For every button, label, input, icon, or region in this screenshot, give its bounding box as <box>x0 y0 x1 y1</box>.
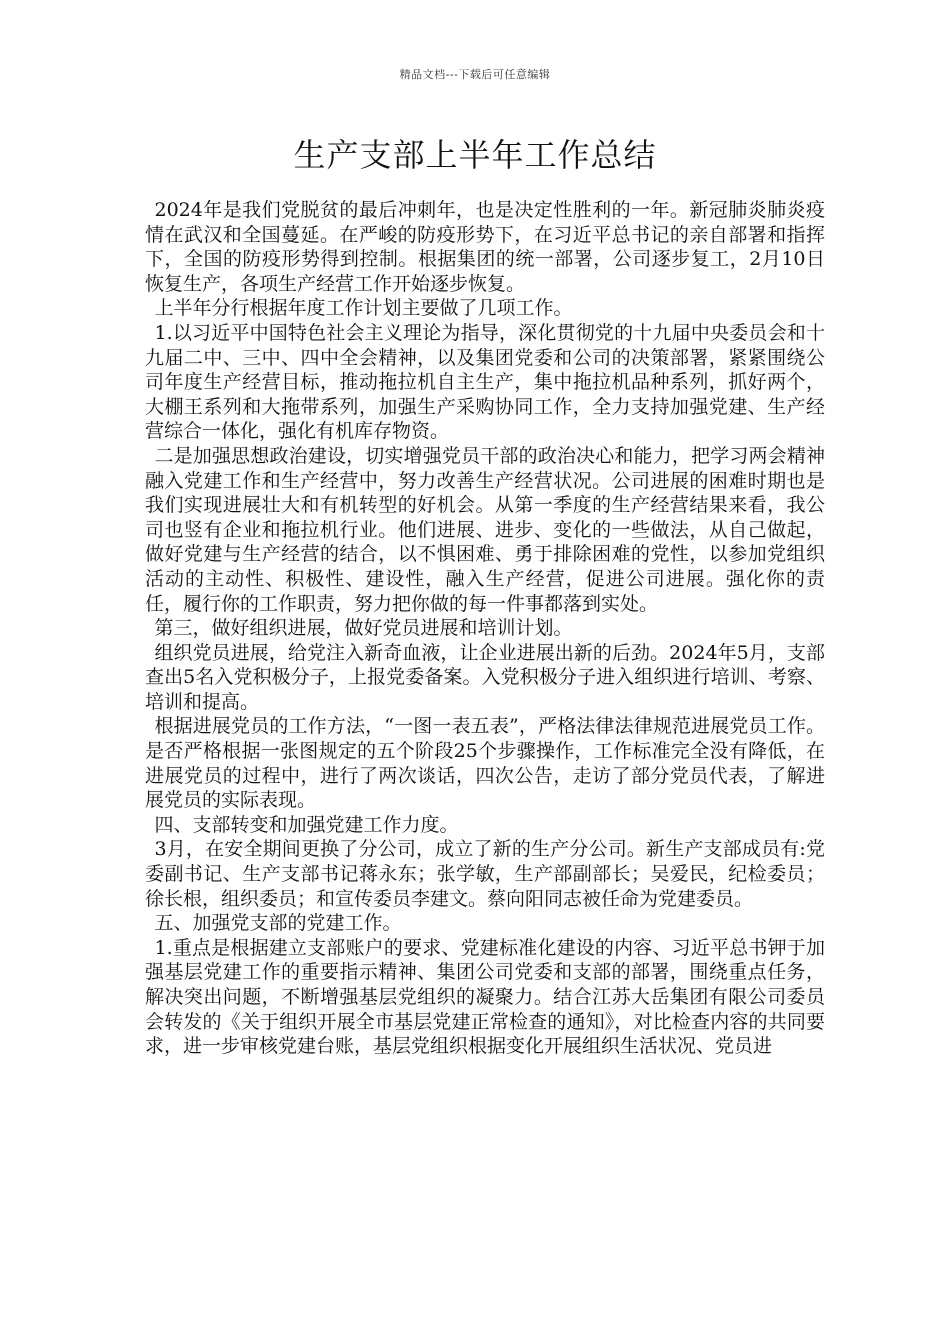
paragraph-member-development: 组织党员进展，给党注入新奇血液，让企业进展出新的后劲。2024年5月，支部查出5名入党积极分子，上报党委备案。入党积极分子进入组织进行培训、考察、培训和提高。 <box>145 641 825 713</box>
paragraph-item-5-heading: 五、加强党支部的党建工作。 <box>154 912 402 935</box>
paragraph-development-method: 根据进展党员的工作方法，“一图一表五表”，严格法律法律规范进展党员工作。是否严格根据一张图规定的五个阶段25个步骤操作，工作标准完全没有降低，在进展党员的过程中，进行了两次谈话，四次公告，走访了部分党员代表，了解进展党员的实际表现。 <box>145 715 825 812</box>
paragraph-item-4-heading: 四、支部转变和加强党建工作力度。 <box>154 813 459 836</box>
paragraph-item-5-detail: 1.重点是根据建立支部账户的要求、党建标准化建设的内容、习近平总书钾于加强基层党建工作的重要指示精神、集团公司党委和支部的部署，围绕重点任务，解决突出问题，不断增强基层党组织的凝聚力。结合江苏大岳集团有限公司委员会转发的《关于组织开展全市基层党建正常检查的通知》，对比检查内容的共同要求，进一步审核党建台账，基层党组织根据变化开展组织生活状况、党员进 <box>145 936 825 1058</box>
paragraph-item-3-heading: 第三，做好组织进展，做好党员进展和培训计划。 <box>154 617 573 640</box>
document-title: 生产支部上半年工作总结 <box>293 136 657 174</box>
paragraph-item-1: 1.以习近平中国特色社会主义理论为指导，深化贯彻党的十九届中央委员会和十九届二中、三中、四中全会精神，以及集团党委和公司的决策部署，紧紧围绕公司年度生产经营目标，推动拖拉机自主生产，集中拖拉机品种系列，抓好两个，大棚王系列和大拖带系列，加强生产采购协同工作，全力支持加强党建、生产经营综合一体化，强化有机库存物资。 <box>145 321 825 443</box>
document-body <box>145 198 825 1059</box>
paragraph-overview: 上半年分行根据年度工作计划主要做了几项工作。 <box>154 297 573 320</box>
header-note: 精品文档---下载后可任意编辑 <box>399 68 551 81</box>
paragraph-item-2: 二是加强思想政治建设，切实增强党员干部的政治决心和能力，把学习两会精神融入党建工作和生产经营中，努力改善生产经营状况。公司进展的困难时期也是我们实现进展壮大和有机转型的好机会。从第一季度的生产经营结果来看，我公司也竖有企业和拖拉机行业。他们进展、进步、变化的一些做法，从自己做起，做好党建与生产经营的结合，以不惧困难、勇于排除困难的党性，以参加党组织活动的主动性、积极性、建设性，融入生产经营，促进公司进展。强化你的责任，履行你的工作职责，努力把你做的每一件事都落到实处。 <box>145 444 825 615</box>
paragraph-intro: 2024年是我们党脱贫的最后冲刺年，也是决定性胜利的一年。新冠肺炎肺炎疫情在武汉和全国蔓延。在严峻的防疫形势下，在习近平总书记的亲自部署和指挥下，全国的防疫形势得到控制。根据集团的统一部署，公司逐步复工，2月10日恢复生产，各项生产经营工作开始逐步恢复。 <box>145 199 825 295</box>
paragraph-branch-members: 3月，在安全期间更换了分公司，成立了新的生产分公司。新生产支部成员有:党委副书记、生产支部书记蒋永东；张学敏，生产部副部长；吴爱民，纪检委员；徐长根，组织委员；和宣传委员李建文。蔡向阳同志被任命为党建委员。 <box>145 838 825 910</box>
